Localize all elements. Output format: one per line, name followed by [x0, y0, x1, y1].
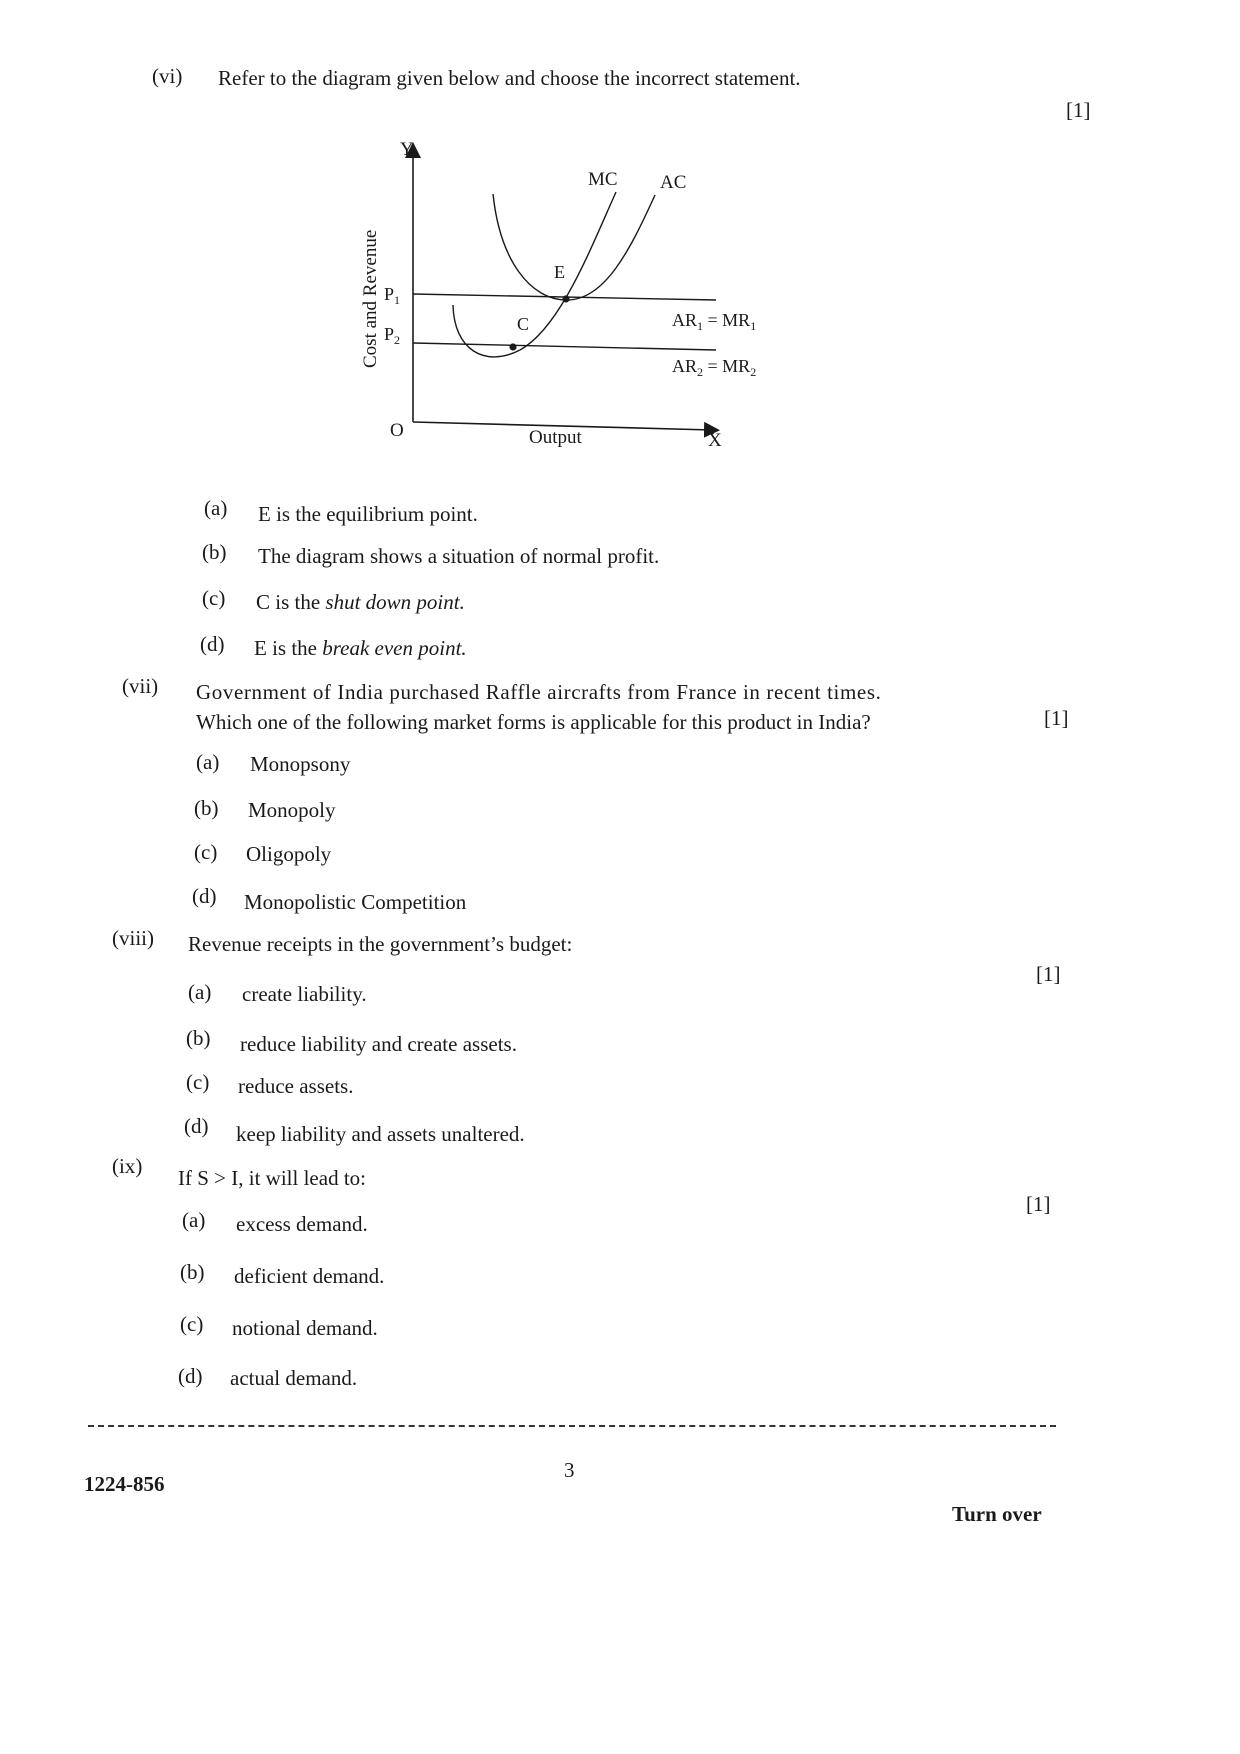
q7-number: (vii)	[122, 674, 159, 698]
point-c-marker	[509, 343, 516, 350]
q7-option-a-label: (a)	[196, 750, 220, 774]
q9-marks: [1]	[1026, 1192, 1051, 1216]
q8-option-a-text: create liability.	[242, 982, 367, 1006]
q7-option-c-label: (c)	[194, 840, 218, 864]
q6-text: Refer to the diagram given below and choose the incorrect statement.	[218, 66, 801, 90]
q6-marks: [1]	[1066, 98, 1091, 122]
q9-option-a-text: excess demand.	[236, 1212, 368, 1236]
ar1-mr1-label: $AR_1 = MR_1$	[672, 310, 757, 333]
point-e-marker	[562, 295, 569, 302]
q8-option-d-label: (d)	[184, 1114, 209, 1138]
q6-option-c-text: C is the shut down point.	[256, 590, 465, 614]
ar2-mr2-line	[413, 343, 716, 350]
q7-option-d-label: (d)	[192, 884, 217, 908]
paper-code: 1224-856	[84, 1472, 165, 1496]
p2-label: $P_2$	[384, 324, 401, 347]
y-axis-label: Y	[400, 140, 414, 160]
point-c-label: C	[517, 314, 530, 334]
q6-number: (vi)	[152, 64, 183, 88]
x-axis-label: X	[708, 430, 722, 451]
q6-option-d-text: E is the break even point.	[254, 636, 467, 660]
q7-option-d-text: Monopolistic Competition	[244, 890, 467, 914]
q6-option-c-label: (c)	[202, 586, 226, 610]
q8-marks: [1]	[1036, 962, 1061, 986]
ar2-mr2-label: $AR_2 = MR_2$	[672, 356, 757, 379]
page-number: 3	[564, 1458, 575, 1482]
output-label: Output	[529, 427, 582, 448]
mc-curve	[453, 192, 616, 357]
q7-option-b-label: (b)	[194, 796, 219, 820]
q8-option-b-label: (b)	[186, 1026, 211, 1050]
p1-label: $P_1$	[384, 284, 401, 307]
mc-label: MC	[588, 169, 618, 190]
q9-number: (ix)	[112, 1154, 143, 1178]
q8-number: (viii)	[112, 926, 154, 950]
turn-over-label: Turn over	[952, 1502, 1042, 1526]
q7-text-line2: Which one of the following market forms is applicable for this product in India?	[196, 710, 871, 734]
q9-option-d-text: actual demand.	[230, 1366, 358, 1390]
footer-divider	[88, 1425, 1056, 1427]
q6-option-a-label: (a)	[204, 496, 228, 520]
q7-text-line1: Government of India purchased Raffle aircrafts from France in recent times.	[196, 680, 882, 704]
cost-revenue-diagram	[320, 140, 800, 460]
q9-option-d-label: (d)	[178, 1364, 203, 1388]
q8-option-a-label: (a)	[188, 980, 212, 1004]
q9-option-c-label: (c)	[180, 1312, 204, 1336]
point-e-label: E	[554, 262, 565, 282]
q9-option-c-text: notional demand.	[232, 1316, 378, 1340]
q9-text: If S > I, it will lead to:	[178, 1166, 366, 1190]
origin-label: O	[390, 420, 404, 441]
cost-revenue-label: Cost and Revenue	[360, 229, 381, 368]
q6-option-d-label: (d)	[200, 632, 225, 656]
q8-option-b-text: reduce liability and create assets.	[240, 1032, 517, 1056]
q7-option-b-text: Monopoly	[248, 798, 336, 822]
q9-option-b-text: deficient demand.	[234, 1264, 385, 1288]
q7-option-c-text: Oligopoly	[246, 842, 332, 866]
q7-option-a-text: Monopsony	[250, 752, 351, 776]
q8-text: Revenue receipts in the government’s budget:	[188, 932, 573, 956]
q9-option-a-label: (a)	[182, 1208, 206, 1232]
ac-label: AC	[660, 172, 687, 193]
q6-option-a-text: E is the equilibrium point.	[258, 502, 478, 526]
q6-option-b-text: The diagram shows a situation of normal profit.	[258, 544, 660, 568]
q8-option-d-text: keep liability and assets unaltered.	[236, 1122, 525, 1146]
q8-option-c-text: reduce assets.	[238, 1074, 354, 1098]
q8-option-c-label: (c)	[186, 1070, 210, 1094]
q9-option-b-label: (b)	[180, 1260, 205, 1284]
q7-marks: [1]	[1044, 706, 1069, 730]
q6-option-b-label: (b)	[202, 540, 227, 564]
